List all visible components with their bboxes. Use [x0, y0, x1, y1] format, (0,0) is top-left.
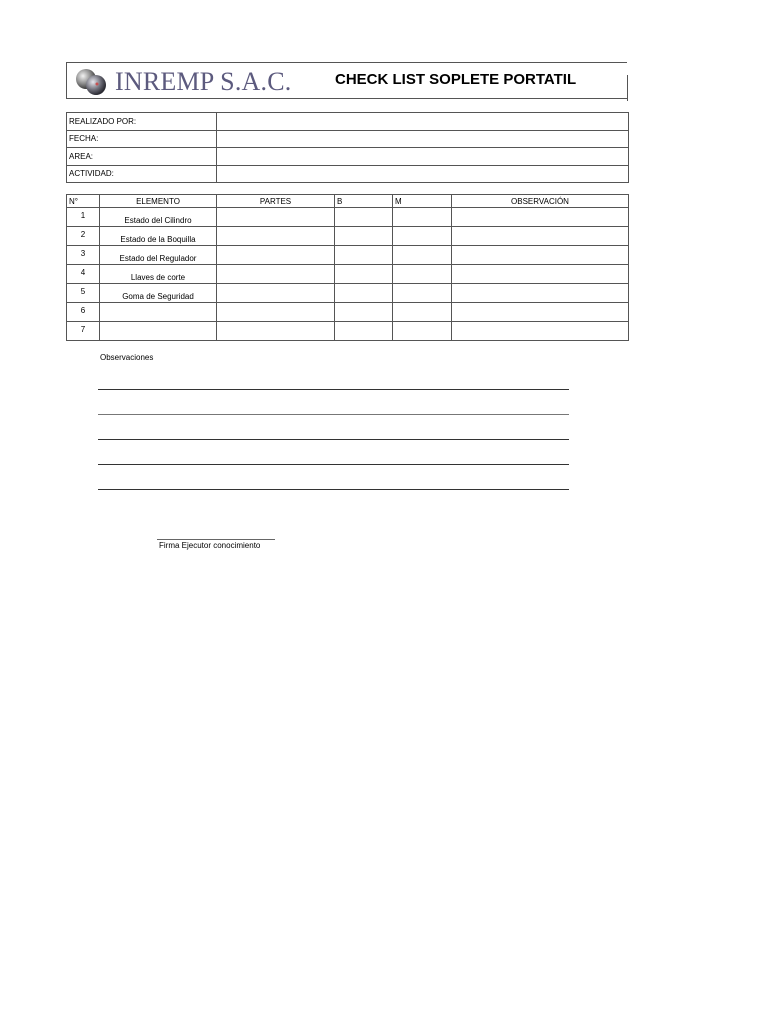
observation-line[interactable]: [98, 389, 569, 390]
info-label: REALIZADO POR:: [67, 113, 217, 131]
row-obs-cell[interactable]: [452, 227, 629, 246]
row-obs-cell[interactable]: [452, 265, 629, 284]
header-elemento: ELEMENTO: [100, 195, 217, 208]
row-b-cell[interactable]: [335, 246, 393, 265]
signature-label: Firma Ejecutor conocimiento: [159, 541, 261, 550]
row-elemento: Estado del Cilindro: [100, 208, 217, 227]
row-elemento: Estado del Regulador: [100, 246, 217, 265]
row-m-cell[interactable]: [393, 208, 452, 227]
row-number: 2: [67, 227, 100, 246]
row-partes-cell[interactable]: [217, 208, 335, 227]
observations-label: Observaciones: [100, 353, 154, 362]
row-elemento: Llaves de corte: [100, 265, 217, 284]
document-title: CHECK LIST SOPLETE PORTATIL: [335, 71, 577, 88]
row-elemento: Goma de Seguridad: [100, 284, 217, 303]
row-partes-cell[interactable]: [217, 227, 335, 246]
table-row: [67, 265, 629, 284]
row-b-cell[interactable]: [335, 227, 393, 246]
observation-line[interactable]: [98, 439, 569, 440]
table-header-row: [67, 195, 629, 208]
observation-line[interactable]: [98, 414, 569, 415]
row-obs-cell[interactable]: [452, 284, 629, 303]
row-partes-cell[interactable]: [217, 284, 335, 303]
info-value-field[interactable]: [217, 130, 629, 148]
table-row: [67, 246, 629, 265]
row-m-cell[interactable]: [393, 265, 452, 284]
row-m-cell[interactable]: [393, 303, 452, 322]
row-number: 6: [67, 303, 100, 322]
info-value-field[interactable]: [217, 165, 629, 183]
row-elemento[interactable]: [100, 303, 217, 322]
header-observacion: OBSERVACIÓN: [452, 195, 629, 208]
observation-line[interactable]: [98, 489, 569, 490]
row-partes-cell[interactable]: [217, 246, 335, 265]
row-m-cell[interactable]: [393, 227, 452, 246]
info-value-field[interactable]: [217, 148, 629, 166]
checklist-table: [66, 194, 629, 341]
row-partes-cell[interactable]: [217, 303, 335, 322]
info-row-actividad: [67, 165, 629, 183]
row-m-cell[interactable]: [393, 246, 452, 265]
row-obs-cell[interactable]: [452, 246, 629, 265]
info-label: AREA:: [67, 148, 217, 166]
table-row: [67, 303, 629, 322]
row-elemento[interactable]: [100, 322, 217, 341]
header-num: N°: [67, 195, 100, 208]
info-row-realizado: [67, 113, 629, 131]
header-right-border: [627, 75, 628, 101]
table-row: [67, 208, 629, 227]
row-b-cell[interactable]: [335, 284, 393, 303]
table-row: [67, 284, 629, 303]
observation-line[interactable]: [98, 464, 569, 465]
company-name: INREMP S.A.C.: [115, 67, 292, 96]
header-m: M: [393, 195, 452, 208]
row-number: 1: [67, 208, 100, 227]
row-number: 4: [67, 265, 100, 284]
row-number: 7: [67, 322, 100, 341]
info-table: [66, 112, 629, 183]
info-row-area: [67, 148, 629, 166]
row-obs-cell[interactable]: [452, 208, 629, 227]
row-m-cell[interactable]: [393, 322, 452, 341]
row-obs-cell[interactable]: [452, 303, 629, 322]
row-obs-cell[interactable]: [452, 322, 629, 341]
table-row: [67, 227, 629, 246]
row-b-cell[interactable]: [335, 265, 393, 284]
info-label: ACTIVIDAD:: [67, 165, 217, 183]
row-m-cell[interactable]: [393, 284, 452, 303]
row-partes-cell[interactable]: [217, 265, 335, 284]
info-row-fecha: [67, 130, 629, 148]
info-value-field[interactable]: [217, 113, 629, 131]
row-number: 5: [67, 284, 100, 303]
row-number: 3: [67, 246, 100, 265]
signature-line[interactable]: [157, 539, 275, 540]
info-label: FECHA:: [67, 130, 217, 148]
row-b-cell[interactable]: [335, 208, 393, 227]
table-row: [67, 322, 629, 341]
header-partes: PARTES: [217, 195, 335, 208]
document-header: [66, 62, 627, 99]
row-b-cell[interactable]: [335, 322, 393, 341]
row-b-cell[interactable]: [335, 303, 393, 322]
header-b: B: [335, 195, 393, 208]
row-elemento: Estado de la Boquilla: [100, 227, 217, 246]
logo-spheres-icon: [75, 68, 109, 96]
row-partes-cell[interactable]: [217, 322, 335, 341]
